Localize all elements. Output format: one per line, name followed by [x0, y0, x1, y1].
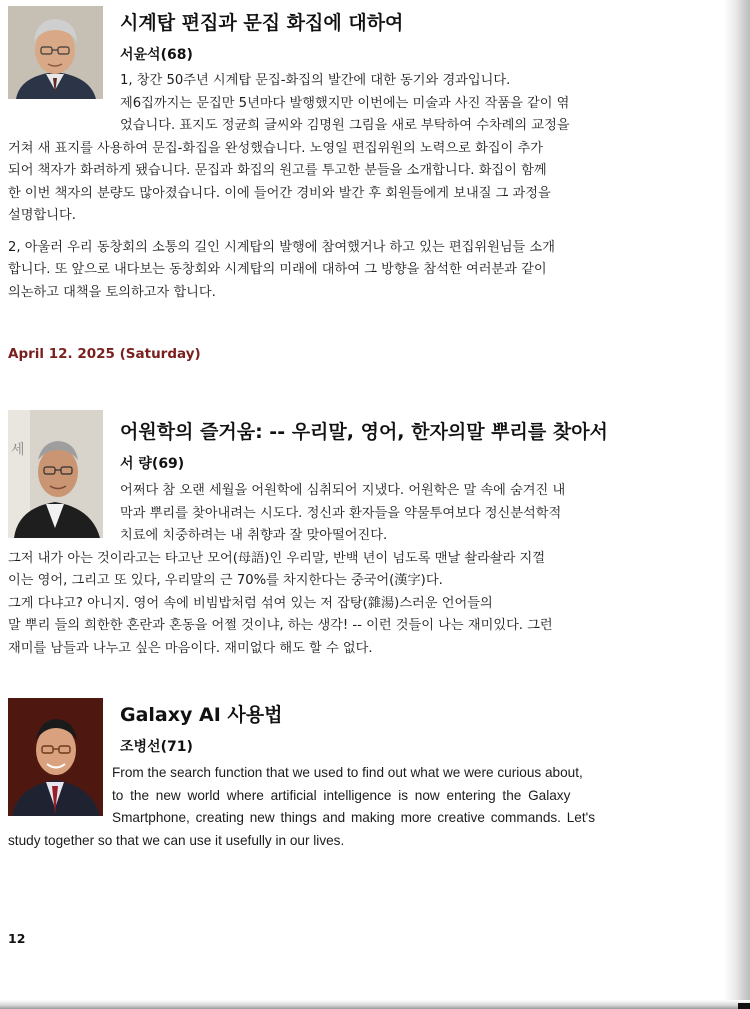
svg-text:세: 세: [11, 442, 25, 458]
body-line: 2, 아울러 우리 동창회의 소통의 길인 시계탑의 발행에 참여했거나 하고 있는 편집위원님들 소개: [8, 239, 555, 255]
body-line: 합니다. 또 앞으로 내다보는 동창회와 시계탑의 미래에 대하여 그 방향을 참석한 여러분과 같이: [8, 262, 547, 277]
body-line: 어쩌다 참 오랜 세월을 어원학에 심취되어 지냈다. 어원학은 말 속에 숨겨진 내: [120, 483, 566, 498]
body-line: 었습니다. 표지도 정균희 글씨와 김명원 그림을 새로 부탁하여 수차례의 교정을: [120, 118, 570, 133]
body-line: 한 이번 책자의 분량도 많아졌습니다. 이에 들어간 경비와 발간 후 회원들에게 보내질 그 과정을: [8, 185, 551, 201]
event-date: April 12. 2025 (Saturday): [8, 346, 201, 362]
page-bottom-edge: [0, 1000, 750, 1009]
body-line: 이는 영어, 그리고 또 있다, 우리말의 근 70%를 차지한다는 중국어(漢字)다.: [8, 573, 443, 588]
body-line: 의논하고 대책을 토의하고자 합니다.: [8, 284, 216, 300]
body-line: 1, 창간 50주년 시계탑 문집-화집의 발간에 대한 동기와 경과입니다.: [120, 73, 511, 88]
body-line: 설명합니다.: [8, 208, 76, 223]
body-line: 그게 다냐고? 아니지. 영어 속에 비빔밥처럼 섞여 있는 저 잡탕(雜湯)스러운 언어들의: [8, 595, 493, 611]
body-line: 치료에 치중하려는 내 취향과 잘 맞아떨어진다.: [120, 528, 388, 543]
article-author: 서윤석(68): [120, 47, 193, 63]
body-line: 재미를 남들과 나누고 싶은 마음이다. 재미없다 해도 할 수 없다.: [8, 640, 373, 656]
body-line: to the new world where artificial intelligence is now entering the Galaxy: [112, 787, 571, 803]
body-line: study together so that we can use it usefully in our lives.: [8, 832, 345, 848]
article-title: 어원학의 즐거움: -- 우리말, 영어, 한자의말 뿌리를 찾아서: [120, 421, 608, 443]
article-title: Galaxy AI 사용법: [120, 704, 283, 726]
body-line: 그저 내가 아는 것이라고는 타고난 모어(母語)인 우리말, 반백 년이 넘도록 맨날 솰라솰라 지껄: [8, 550, 546, 566]
article-body: [8, 762, 660, 852]
body-line: 제6집까지는 문집만 5년마다 발행했지만 이번에는 미술과 사진 작품을 같이 엮: [120, 95, 570, 111]
body-line: 말 뿌리 들의 희한한 혼란과 혼동을 어쩔 것이냐, 하는 생각! -- 이런 것들이 나는 재미있다. 그런: [8, 618, 553, 633]
article-author: 조병선(71): [120, 739, 193, 755]
body-line: 막과 뿌리를 찾아내려는 시도다. 정신과 환자들을 약물투여보다 정신분석학적: [120, 505, 562, 521]
page-number: 12: [8, 931, 26, 946]
article-title: 시계탑 편집과 문집 화집에 대하여: [120, 12, 404, 34]
body-line: 되어 책자가 화려하게 됐습니다. 문집과 화집의 원고를 투고한 분들을 소개합니다. 화집이 함께: [8, 163, 547, 178]
body-line: From the search function that we used to find out what we were curious about,: [112, 765, 583, 780]
book-spine-shadow: [724, 0, 750, 1009]
body-line: Smartphone, creating new things and making more creative commands. Let's: [112, 810, 596, 825]
body-line: 거쳐 새 표지를 사용하여 문집-화집을 완성했습니다. 노영일 편집위원의 노력으로 화집이 추가: [8, 140, 543, 156]
article-body: [8, 70, 660, 304]
article-body: [8, 480, 660, 660]
article-author: 서 량(69): [120, 456, 185, 472]
